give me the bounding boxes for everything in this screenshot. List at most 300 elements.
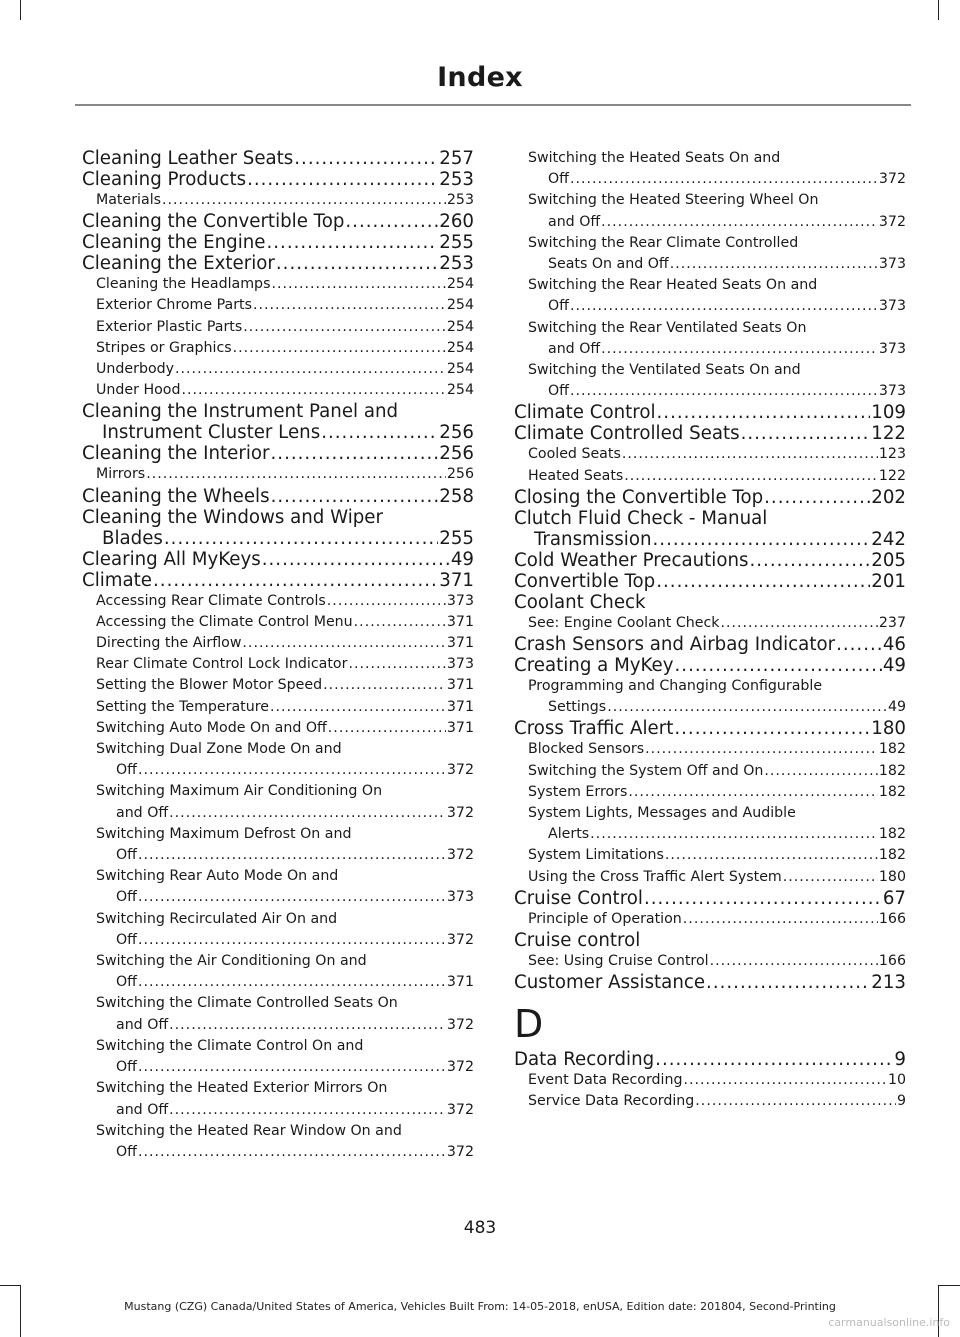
index-entry[interactable] — [514, 508, 906, 550]
page-ref: 254 — [446, 361, 474, 378]
page-ref: 371 — [446, 698, 474, 715]
page-ref: 372 — [878, 213, 906, 230]
dot-leader — [182, 380, 446, 401]
entry-row — [96, 803, 474, 824]
index-entry[interactable] — [82, 232, 474, 253]
index-subentry[interactable] — [82, 190, 474, 211]
index-subentry[interactable] — [514, 867, 906, 888]
entry-continuation: and Off — [116, 1016, 169, 1033]
page-ref: 166 — [878, 953, 906, 970]
index-entry[interactable] — [514, 1049, 906, 1070]
dot-leader — [764, 487, 870, 508]
page-ref: 258 — [439, 485, 474, 507]
index-subentry[interactable] — [514, 360, 906, 402]
index-subentry[interactable] — [514, 739, 906, 760]
entry-row — [82, 528, 474, 549]
entry-row — [514, 718, 906, 739]
index-entry[interactable] — [82, 549, 474, 570]
index-entry[interactable] — [514, 550, 906, 571]
index-subentry[interactable] — [514, 148, 906, 190]
entry-row — [528, 466, 906, 487]
index-subentry[interactable] — [82, 866, 474, 908]
page-ref: 372 — [446, 1101, 474, 1118]
entry-text: Switching Recirculated Air On and — [96, 910, 338, 927]
index-subentry[interactable] — [82, 697, 474, 718]
page-ref: 237 — [878, 614, 906, 631]
page-ref: 202 — [871, 486, 906, 508]
index-entry[interactable] — [514, 592, 906, 613]
entry-text: Rear Climate Control Lock Indicator — [96, 656, 348, 673]
entry-continuation: Transmission — [534, 528, 652, 550]
entry-continuation: Off — [116, 1143, 137, 1160]
entry-row — [96, 1057, 474, 1078]
page-ref: 67 — [882, 887, 906, 909]
page-ref: 260 — [439, 211, 474, 233]
entry-text: System Limitations — [528, 847, 664, 864]
entry-row — [528, 845, 906, 866]
entry-row — [82, 253, 474, 274]
index-subentry[interactable] — [82, 718, 474, 739]
entry-row — [82, 169, 474, 190]
page-ref: 49 — [887, 699, 906, 716]
page-ref: 254 — [446, 339, 474, 356]
entry-row — [96, 1015, 474, 1036]
entry-continuation: Off — [116, 1059, 137, 1076]
entry-row — [96, 338, 474, 359]
entry-row — [514, 888, 906, 909]
entry-row — [528, 761, 906, 782]
dot-leader — [294, 148, 438, 169]
index-subentry[interactable] — [514, 444, 906, 465]
dot-leader — [601, 339, 878, 360]
entry-row — [82, 443, 474, 464]
entry-text: Materials — [96, 192, 162, 208]
entry-row — [514, 634, 906, 655]
index-entry[interactable] — [514, 888, 906, 909]
entry-row — [528, 782, 906, 803]
dot-leader — [138, 887, 446, 908]
index-subentry[interactable] — [82, 951, 474, 993]
page-ref: 253 — [439, 253, 474, 275]
entry-text: Using the Cross Traffic Alert System — [528, 868, 782, 885]
index-subentry[interactable] — [82, 675, 474, 696]
index-subentry[interactable] — [514, 318, 906, 360]
dot-leader — [645, 739, 878, 760]
index-entry[interactable] — [514, 402, 906, 423]
dot-leader — [675, 655, 882, 676]
index-subentry[interactable] — [82, 739, 474, 781]
entry-row — [528, 296, 906, 317]
index-entry[interactable] — [82, 169, 474, 190]
entry-text: Switching the Rear Ventilated Seats On — [528, 319, 807, 336]
index-entry[interactable] — [514, 718, 906, 739]
entry-row — [96, 633, 474, 654]
entry-text: Accessing Rear Climate Controls — [96, 592, 326, 609]
index-subentry[interactable] — [82, 338, 474, 359]
entry-text: Setting the Temperature — [96, 698, 269, 715]
page-ref: 254 — [446, 276, 474, 293]
dot-leader — [348, 654, 445, 675]
entry-row — [96, 760, 474, 781]
index-subentry[interactable] — [514, 1091, 906, 1112]
page-ref: 109 — [871, 402, 906, 424]
entry-row — [528, 824, 906, 845]
dot-leader — [674, 718, 870, 739]
dot-leader — [764, 761, 878, 782]
index-subentry[interactable] — [82, 1036, 474, 1078]
entry-text: Customer Assistance — [514, 972, 706, 994]
entry-row — [528, 169, 906, 190]
index-subentry[interactable] — [514, 275, 906, 317]
dot-leader — [644, 888, 882, 909]
index-entry[interactable] — [82, 253, 474, 274]
index-subentry[interactable] — [514, 613, 906, 634]
entry-text: Underbody — [96, 361, 175, 378]
entry-row — [528, 254, 906, 275]
entry-row — [82, 549, 474, 570]
dot-leader — [684, 1070, 887, 1091]
entry-text: Directing the Airflow — [96, 635, 242, 652]
dot-leader — [706, 972, 870, 993]
entry-continuation: Instrument Cluster Lens — [102, 422, 321, 444]
index-entry[interactable] — [82, 401, 474, 443]
entry-row — [528, 613, 906, 634]
dot-leader — [153, 570, 438, 591]
index-subentry[interactable] — [82, 295, 474, 316]
dot-leader — [345, 211, 438, 232]
index-subentry[interactable] — [82, 1121, 474, 1163]
page-ref: 180 — [871, 718, 906, 740]
entry-text: Switching the Climate Controlled Seats On — [96, 995, 398, 1012]
page-ref: 257 — [439, 148, 474, 169]
page-ref: 373 — [446, 889, 474, 906]
entry-row — [514, 529, 906, 550]
page-number: 483 — [463, 1218, 497, 1238]
entry-row — [514, 550, 906, 571]
dot-leader — [271, 486, 439, 507]
page-ref: 253 — [439, 169, 474, 190]
entry-text: Cruise control — [514, 930, 641, 952]
dot-leader — [233, 338, 446, 359]
dot-leader — [570, 381, 878, 402]
entry-text: Stripes or Graphics — [96, 339, 232, 356]
dot-leader — [138, 972, 446, 993]
page-ref: 373 — [878, 383, 906, 400]
entry-text: Cold Weather Precautions — [514, 549, 749, 571]
dot-leader — [653, 529, 871, 550]
entry-row — [514, 423, 906, 444]
index-column-left — [82, 148, 474, 1163]
page-ref: 9 — [894, 1049, 906, 1071]
entry-continuation: Off — [116, 974, 137, 991]
entry-row — [528, 444, 906, 465]
entry-row — [528, 212, 906, 233]
entry-continuation: Off — [548, 383, 569, 400]
entry-text: Cleaning the Windows and Wiper — [82, 506, 383, 528]
index-entry[interactable] — [82, 570, 474, 591]
dot-leader — [262, 549, 450, 570]
entry-row — [96, 295, 474, 316]
entry-row — [82, 486, 474, 507]
entry-text: Climate Controlled Seats — [514, 423, 740, 445]
index-column-right — [514, 148, 906, 1113]
index-subentry[interactable] — [514, 466, 906, 487]
dot-leader — [321, 422, 438, 443]
entry-continuation: Off — [116, 931, 137, 948]
entry-text: Cleaning Leather Seats — [82, 148, 294, 169]
dot-leader — [327, 591, 446, 612]
index-entry[interactable] — [82, 507, 474, 549]
entry-row — [96, 380, 474, 401]
entry-row — [528, 867, 906, 888]
dot-leader — [162, 190, 446, 211]
entry-text: Crash Sensors and Airbag Indicator — [514, 634, 836, 656]
entry-text: Accessing the Climate Control Menu — [96, 613, 353, 630]
index-entry[interactable] — [514, 571, 906, 592]
entry-row — [96, 972, 474, 993]
page-ref: 180 — [878, 868, 906, 885]
dot-leader — [138, 760, 446, 781]
index-entry[interactable] — [514, 972, 906, 993]
entry-text: Clearing All MyKeys — [82, 548, 261, 570]
entry-text: System Lights, Messages and Audible — [528, 805, 796, 822]
page-ref: 166 — [878, 910, 906, 927]
entry-row — [96, 845, 474, 866]
dot-leader — [628, 782, 878, 803]
index-entry[interactable] — [514, 634, 906, 655]
entry-text: Switching the Heated Seats On and — [528, 150, 781, 166]
entry-text: Blocked Sensors — [528, 741, 645, 758]
entry-continuation: Off — [116, 762, 137, 779]
page-ref: 372 — [878, 171, 906, 188]
dot-leader — [354, 612, 446, 633]
index-subentry[interactable] — [82, 824, 474, 866]
index-subentry[interactable] — [82, 993, 474, 1035]
page-ref: 371 — [446, 635, 474, 652]
entry-text: Climate Control — [514, 402, 656, 424]
page-ref: 253 — [446, 192, 474, 208]
index-subentry[interactable] — [514, 782, 906, 803]
page-ref: 372 — [446, 804, 474, 821]
entry-continuation: Off — [116, 847, 137, 864]
entry-continuation: Off — [116, 889, 137, 906]
page-ref: 371 — [439, 569, 474, 591]
dot-leader — [271, 274, 445, 295]
dot-leader — [169, 803, 446, 824]
page-ref: 182 — [878, 762, 906, 779]
entry-continuation: and Off — [116, 804, 169, 821]
index-entry[interactable] — [82, 443, 474, 464]
entry-row — [514, 402, 906, 423]
index-entry[interactable] — [514, 423, 906, 444]
entry-row — [96, 464, 474, 485]
entry-text: Climate — [82, 569, 152, 591]
page-ref: 372 — [446, 1143, 474, 1160]
dot-leader — [656, 571, 870, 592]
index-subentry[interactable] — [514, 803, 906, 845]
footer-text: Mustang (CZG) Canada/United States of America, Vehicles Built From: 14-05-2018, enUSA, Edition date: 201804, Second-Printing — [124, 1300, 836, 1313]
entry-text: Cleaning the Convertible Top — [82, 211, 345, 233]
entry-continuation: and Off — [548, 213, 601, 230]
dot-leader — [266, 232, 438, 253]
index-subentry[interactable] — [82, 317, 474, 338]
entry-text: Convertible Top — [514, 570, 656, 592]
entry-continuation: Seats On and Off — [548, 256, 669, 273]
entry-row — [96, 697, 474, 718]
dot-leader — [570, 296, 878, 317]
entry-row — [82, 232, 474, 253]
index-entry[interactable] — [514, 487, 906, 508]
dot-leader — [624, 466, 878, 487]
page-ref: 46 — [882, 634, 906, 656]
entry-row — [514, 571, 906, 592]
page-ref: 371 — [446, 613, 474, 630]
dot-leader — [607, 697, 887, 718]
dot-leader — [655, 1049, 893, 1070]
entry-text: Cleaning the Instrument Panel and — [82, 401, 399, 423]
crop-mark-bottom-left-h — [0, 1285, 20, 1286]
entry-text: Switching the Heated Steering Wheel On — [528, 192, 819, 209]
entry-row — [528, 339, 906, 360]
entry-text: Switching the Rear Climate Controlled — [528, 234, 799, 251]
dot-leader — [328, 718, 446, 739]
index-subentry[interactable] — [82, 654, 474, 675]
page-ref: 49 — [882, 655, 906, 677]
dot-leader — [601, 212, 878, 233]
entry-text: Switching the Heated Rear Window On and — [96, 1122, 402, 1139]
entry-row — [514, 930, 906, 951]
entry-text: Exterior Chrome Parts — [96, 297, 253, 314]
entry-row — [514, 487, 906, 508]
entry-text: Switching Maximum Air Conditioning On — [96, 783, 383, 800]
dot-leader — [590, 824, 878, 845]
dot-leader — [271, 443, 439, 464]
page-ref: 373 — [446, 592, 474, 609]
index-subentry[interactable] — [514, 1070, 906, 1091]
index-subentry[interactable] — [82, 781, 474, 823]
entry-row — [514, 1049, 906, 1070]
index-subentry[interactable] — [82, 359, 474, 380]
index-subentry[interactable] — [514, 951, 906, 972]
entry-row — [528, 697, 906, 718]
index-subentry[interactable] — [514, 909, 906, 930]
entry-text: Programming and Changing Configurable — [528, 678, 823, 695]
page-ref: 256 — [439, 443, 474, 465]
index-entry[interactable] — [82, 486, 474, 507]
index-entry[interactable] — [514, 930, 906, 951]
page-ref: 201 — [871, 570, 906, 592]
dot-leader — [270, 697, 446, 718]
entry-row — [514, 592, 906, 613]
index-subentry[interactable] — [82, 591, 474, 612]
dot-leader — [169, 1100, 446, 1121]
index-subentry[interactable] — [514, 676, 906, 718]
dot-leader — [741, 423, 871, 444]
dot-leader — [721, 613, 878, 634]
page-ref: 373 — [878, 340, 906, 357]
index-subentry[interactable] — [514, 233, 906, 275]
dot-leader — [175, 359, 446, 380]
entry-text: Cleaning the Wheels — [82, 485, 270, 507]
page-ref: 371 — [446, 719, 474, 736]
page-ref: 255 — [439, 527, 474, 549]
header-divider — [75, 104, 911, 106]
dot-leader — [243, 317, 446, 338]
index-subentry[interactable] — [82, 612, 474, 633]
entry-row — [96, 612, 474, 633]
page-ref: 242 — [871, 528, 906, 550]
index-subentry[interactable] — [514, 761, 906, 782]
entry-text: Switching Dual Zone Mode On and — [96, 741, 342, 758]
dot-leader — [138, 1057, 446, 1078]
index-entry[interactable] — [82, 211, 474, 232]
dot-leader — [138, 845, 446, 866]
entry-row — [528, 951, 906, 972]
entry-text: Setting the Blower Motor Speed — [96, 677, 323, 694]
entry-text: Service Data Recording — [528, 1093, 695, 1110]
dot-leader — [276, 253, 438, 274]
page-ref: 373 — [878, 298, 906, 315]
index-subentry[interactable] — [82, 274, 474, 295]
page-ref: 213 — [871, 972, 906, 994]
entry-continuation: and Off — [548, 340, 601, 357]
dot-leader — [242, 633, 445, 654]
index-subentry[interactable] — [82, 1078, 474, 1120]
index-subentry[interactable] — [514, 190, 906, 232]
entry-row — [82, 570, 474, 591]
entry-text: Cleaning the Headlamps — [96, 276, 271, 293]
dot-leader — [138, 1142, 446, 1163]
page-ref: 205 — [871, 549, 906, 571]
dot-leader — [164, 528, 438, 549]
dot-leader — [665, 845, 878, 866]
entry-text: Switching the Ventilated Seats On and — [528, 362, 801, 379]
entry-text: Under Hood — [96, 382, 181, 399]
entry-text: Event Data Recording — [528, 1072, 683, 1089]
entry-row — [528, 739, 906, 760]
entry-row — [82, 211, 474, 232]
entry-continuation: Settings — [548, 699, 607, 716]
page-ref: 122 — [871, 423, 906, 445]
dot-leader — [749, 550, 870, 571]
entry-text: See: Engine Coolant Check — [528, 614, 720, 631]
index-subentry[interactable] — [82, 633, 474, 654]
page-ref: 10 — [887, 1072, 906, 1089]
crop-mark-top-left — [20, 0, 21, 20]
entry-continuation: and Off — [116, 1101, 169, 1118]
entry-text: Heated Seats — [528, 467, 624, 484]
index-subentry[interactable] — [82, 380, 474, 401]
page-ref: 373 — [878, 256, 906, 273]
index-entry[interactable] — [82, 148, 474, 169]
entry-row — [96, 1142, 474, 1163]
page-ref: 372 — [446, 1016, 474, 1033]
entry-text: Mirrors — [96, 466, 146, 483]
dot-leader — [836, 634, 882, 655]
entry-row — [96, 317, 474, 338]
index-subentry[interactable] — [82, 464, 474, 485]
entry-row — [528, 909, 906, 930]
page-ref: 182 — [878, 826, 906, 843]
index-subentry[interactable] — [82, 909, 474, 951]
page-ref: 372 — [446, 931, 474, 948]
index-entry[interactable] — [514, 655, 906, 676]
index-subentry[interactable] — [514, 845, 906, 866]
entry-text: Creating a MyKey — [514, 655, 674, 677]
page-ref: 373 — [446, 656, 474, 673]
entry-text: Cleaning the Exterior — [82, 253, 275, 275]
page-ref: 254 — [446, 318, 474, 335]
